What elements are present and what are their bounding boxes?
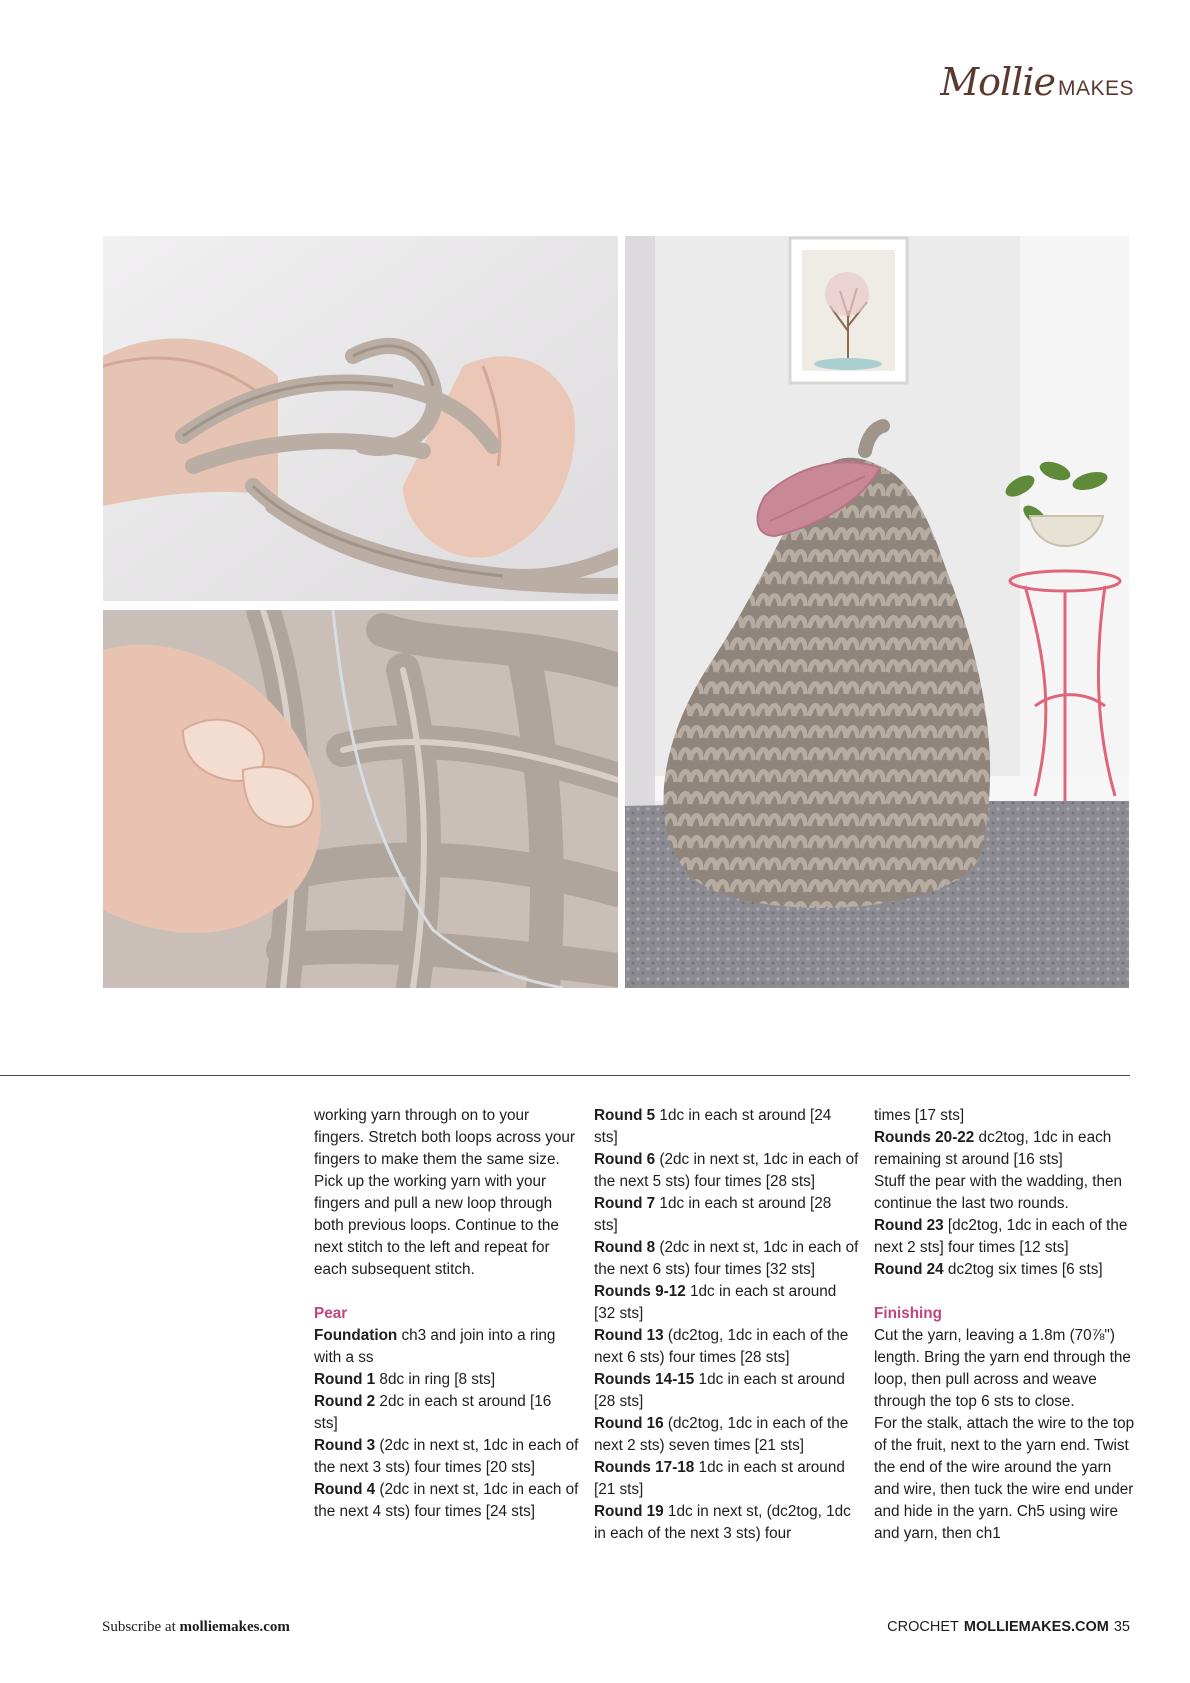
pattern-column-2: [594, 1105, 859, 1545]
footer-subscribe: Subscribe at molliemakes.com: [102, 1619, 290, 1635]
paragraph: Stuff the pear with the wadding, then continue the last two rounds.: [874, 1173, 1123, 1212]
pattern-step: Round 3 (2dc in next st, 1dc in each of the next 3 sts) four times [20 sts]: [314, 1437, 579, 1476]
paragraph: working yarn through on to your fingers. Stretch both loops across your fingers to make them the same size.: [314, 1107, 576, 1168]
hands-looping-yarn-photo: [103, 236, 618, 601]
section-divider: [0, 1075, 1130, 1076]
pattern-step: Round 24 dc2tog six times [6 sts]: [874, 1261, 1103, 1278]
paragraph: For the stalk, attach the wire to the top of the fruit, next to the yarn end. Twist the end of the wire around the yarn and wire, then tuck the wire end under and hide in the yarn. Ch5 using wire and yarn, then ch1: [874, 1415, 1135, 1542]
footer-folio: [887, 1619, 1130, 1635]
pattern-step: Round 19 1dc in next st, (dc2tog, 1dc in each of the next 3 sts) four: [594, 1503, 851, 1542]
pattern-step: Round 8 (2dc in next st, 1dc in each of the next 6 sts) four times [32 sts]: [594, 1239, 859, 1278]
page-number: 35: [1113, 1619, 1130, 1635]
subscribe-link[interactable]: molliemakes.com: [179, 1619, 290, 1635]
paragraph: Pick up the working yarn with your fingers and pull a new loop through both previous loops. Continue to the next stitch to the left and repeat for each subsequent stitch.: [314, 1173, 559, 1278]
section-heading-pear: Pear: [314, 1305, 348, 1322]
site-link[interactable]: MOLLIEMAKES.COM: [963, 1619, 1109, 1635]
logo-sans: MAKES: [1057, 77, 1134, 100]
pattern-step: Round 7 1dc in each st around [28 sts]: [594, 1195, 832, 1234]
pattern-column-1: [314, 1105, 579, 1523]
paragraph: times [17 sts]: [874, 1107, 965, 1124]
logo-script: Mollie: [940, 60, 1055, 104]
pattern-step: Round 13 (dc2tog, 1dc in each of the next 6 sts) four times [28 sts]: [594, 1327, 849, 1366]
pattern-step: Rounds 9-12 1dc in each st around [32 sts]: [594, 1283, 837, 1322]
pattern-step: Rounds 14-15 1dc in each st around [28 sts]: [594, 1371, 845, 1410]
pattern-step: Round 4 (2dc in next st, 1dc in each of the next 4 sts) four times [24 sts]: [314, 1481, 579, 1520]
pattern-step: Round 23 [dc2tog, 1dc in each of the next 2 sts] four times [12 sts]: [874, 1217, 1128, 1256]
pattern-step: Round 5 1dc in each st around [24 sts]: [594, 1107, 832, 1146]
paragraph: Cut the yarn, leaving a 1.8m (70⅞") length. Bring the yarn end through the loop, then pull across and weave through the top 6 sts to close.: [874, 1327, 1131, 1410]
pattern-column-3: [874, 1105, 1139, 1545]
section-name: CROCHET: [887, 1619, 959, 1635]
pattern-step: Round 1 8dc in ring [8 sts]: [314, 1371, 496, 1388]
pattern-step: Rounds 20-22 dc2tog, 1dc in each remaining st around [16 sts]: [874, 1129, 1112, 1168]
pattern-step: Rounds 17-18 1dc in each st around [21 sts]: [594, 1459, 845, 1498]
needle-yarn-closeup-photo: [103, 610, 618, 988]
pattern-step: Round 16 (dc2tog, 1dc in each of the next 2 sts) seven times [21 sts]: [594, 1415, 849, 1454]
masthead-logo: [940, 60, 1134, 104]
pattern-step: Round 6 (2dc in next st, 1dc in each of the next 5 sts) four times [28 sts]: [594, 1151, 859, 1190]
section-heading-finishing: Finishing: [874, 1305, 942, 1322]
pattern-step: Round 2 2dc in each st around [16 sts]: [314, 1393, 552, 1432]
crochet-pear-photo: [625, 236, 1129, 988]
pattern-step: Foundation ch3 and join into a ring with a ss: [314, 1327, 556, 1366]
